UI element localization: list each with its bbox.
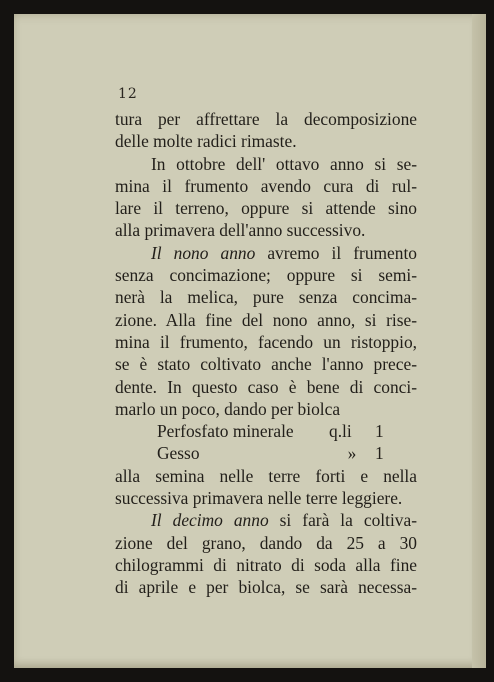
fertilizer-qty: 1: [375, 443, 384, 464]
text-line: In ottobre dell' ottavo anno si se-: [151, 153, 417, 174]
text-fragment: si farà la coltiva-: [268, 510, 417, 531]
text-line: tura per affrettare la decomposizione: [115, 109, 417, 129]
fertilizer-row: [115, 420, 417, 442]
text-line: [115, 509, 417, 531]
text-line: dente. In questo caso è bene di conci-: [115, 376, 417, 397]
text-line: successiva primavera nelle terre leggiere.: [115, 488, 403, 509]
text-line: alla semina nelle terre forti e nella: [115, 465, 417, 486]
fertilizer-unit: »: [347, 443, 357, 464]
fertilizer-name: Perfosfato minerale: [157, 421, 294, 442]
fertilizer-row: [115, 442, 417, 464]
page-spine-shadow: [472, 14, 486, 668]
text-line: zione del grano, dando da 25 a 30: [115, 532, 417, 553]
text-line: senza concimazione; oppure si semi-: [115, 265, 417, 286]
italic-heading: Il decimo anno: [151, 510, 269, 531]
text-line: alla primavera dell'anno successivo.: [115, 220, 366, 241]
text-line: zione. Alla fine del nono anno, si rise-: [115, 309, 417, 330]
text-line: lare il terreno, oppure si attende sino: [115, 198, 417, 219]
text-line: mina il frumento, facendo un ristoppio,: [115, 331, 417, 352]
fertilizer-unit: q.li: [329, 421, 352, 442]
body-text: [115, 108, 417, 599]
text-line: di aprile e per biolca, se sarà necessa-: [115, 577, 417, 598]
text-line: nerà la melica, pure senza concima-: [115, 287, 417, 308]
text-line: se è stato coltivato anche l'anno prece-: [115, 354, 417, 375]
page-number: 12: [118, 86, 138, 102]
text-line: marlo un poco, dando per biolca: [115, 398, 341, 419]
text-line: delle molte radici rimaste.: [115, 131, 297, 152]
book-page: [14, 14, 486, 668]
text-line: chilogrammi di nitrato di soda alla fine: [115, 554, 417, 575]
text-line: [115, 242, 417, 264]
fertilizer-qty: 1: [375, 421, 384, 442]
fertilizer-name: Gesso: [157, 443, 200, 464]
text-fragment: avremo il frumento: [255, 242, 417, 263]
text-line: mina il frumento avendo cura di rul-: [115, 175, 417, 196]
italic-heading: Il nono anno: [151, 242, 256, 263]
